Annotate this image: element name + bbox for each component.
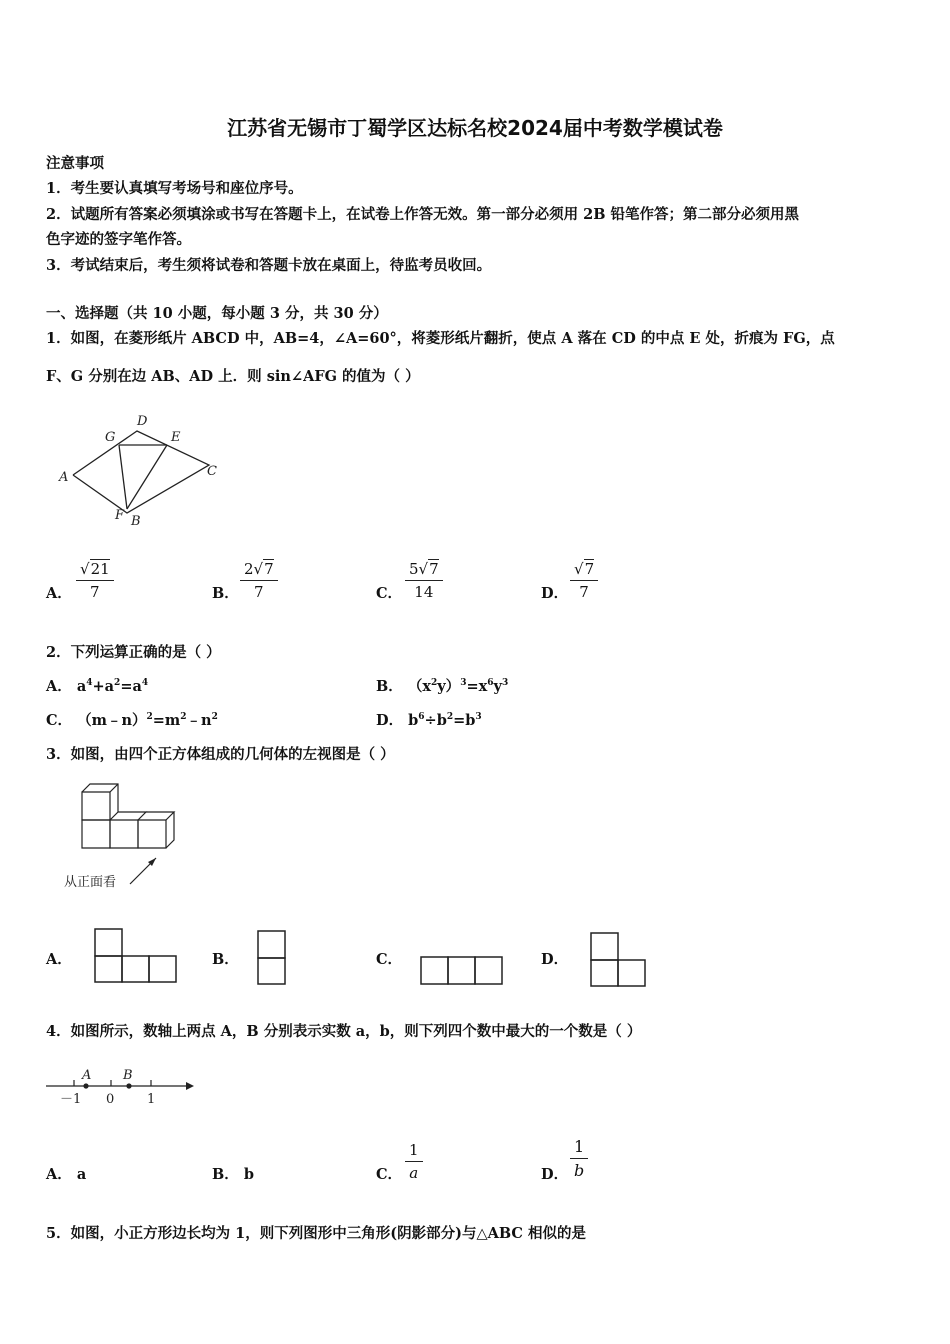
q3-option-a-label: A． <box>46 951 72 968</box>
q1-label-a: A <box>59 470 69 485</box>
section-heading: 一、选择题（共 10 小题，每小题 3 分，共 30 分） <box>46 305 388 322</box>
notice-item-1: 1．考生要认真填写考场号和座位序号。 <box>46 180 303 197</box>
q3-option-c-view <box>418 954 506 988</box>
q5-stem: 5．如图，小正方形边长均为 1，则下列图形中三角形(阴影部分)与△ABC 相似的是 <box>46 1225 586 1242</box>
q4-option-d-fraction <box>570 1137 588 1180</box>
notice-item-3: 3．考试结束后，考生须将试卷和答题卡放在桌面上，待监考员收回。 <box>46 257 492 274</box>
q3-figure-caption: 从正面看 <box>64 875 117 890</box>
q1-option-b-denominator: 7 <box>254 583 264 601</box>
q4-stem: 4．如图所示，数轴上两点 A，B 分别表示实数 a，b，则下列四个数中最大的一个数是（ ） <box>46 1023 642 1040</box>
q4-point-b-label: B <box>123 1068 133 1083</box>
q3-option-d-label: D． <box>541 951 569 968</box>
q4-tick-1: 1 <box>147 1092 156 1107</box>
q4-option-d-numerator: 1 <box>570 1137 588 1159</box>
q4-option-a-value: a <box>76 1166 87 1183</box>
q4-tick-0: 0 <box>106 1092 115 1107</box>
radical-sign-icon: √ <box>253 560 264 578</box>
q1-option-a-label: A． <box>46 585 72 602</box>
radical-sign-icon: √ <box>418 560 429 578</box>
q3-stem: 3．如图，由四个正方体组成的几何体的左视图是（ ） <box>46 746 395 763</box>
q3-cube-figure <box>60 778 190 893</box>
q2-option-c-expression: $(m﹣n)^2=m^2﹣n^2$ <box>77 712 218 729</box>
page-title: 江苏省无锡市丁蜀学区达标名校2024届中考数学模试卷 <box>227 116 723 140</box>
q4-number-line <box>44 1064 204 1109</box>
q1-line-2: F、G 分别在边 AB、AD 上．则 sin∠AFG 的值为（ ） <box>46 368 420 385</box>
q3-option-b-label: B． <box>212 951 239 968</box>
radical-sign-icon: √ <box>80 560 90 578</box>
q1-option-a-radicand: 21 <box>90 560 110 578</box>
q4-option-a <box>46 1163 86 1184</box>
q4-option-b <box>212 1163 254 1184</box>
q2-option-a-expression: $a^4+a^2=a^4$ <box>76 678 149 695</box>
q2-option-c-label: C． <box>46 712 73 729</box>
q1-option-c-coefficient: 5 <box>409 560 419 578</box>
q3-option-b-view <box>255 928 289 988</box>
q4-option-b-value: b <box>243 1166 254 1183</box>
q3-option-c-label: C． <box>376 951 403 968</box>
q1-option-d-fraction <box>570 560 598 601</box>
q1-option-c-denominator: 14 <box>414 583 434 601</box>
radical-sign-icon: √ <box>574 560 584 578</box>
q1-line-1: 1．如图，在菱形纸片 ABCD 中，AB=4，∠A=60°，将菱形纸片翻折，使点 A 落在 CD 的中点 E 处，折痕为 FG，点 <box>46 330 835 347</box>
q4-tick-minus-1: －1 <box>60 1092 82 1107</box>
q4-option-a-label: A． <box>46 1166 72 1183</box>
q2-option-d-label: D． <box>376 712 404 729</box>
q2-option-d-expression: $b^6\div b^2=b^3$ <box>408 712 482 729</box>
q1-option-a-denominator: 7 <box>90 583 100 601</box>
notice-item-2-line-1: 2．试题所有答案必须填涂或书写在答题卡上，在试卷上作答无效。第一部分必须用 2B 铅笔作答；第二部分必须用黑 <box>46 206 800 223</box>
q1-option-d-label: D． <box>541 585 569 602</box>
q1-label-c: C <box>207 464 217 479</box>
q1-option-c-label: C． <box>376 585 403 602</box>
q1-label-d: D <box>137 414 148 429</box>
q4-option-c-denominator: a <box>409 1164 419 1182</box>
notice-heading: 注意事项 <box>46 155 104 172</box>
q2-stem: 2．下列运算正确的是（ ） <box>46 644 221 661</box>
q4-option-c-label: C． <box>376 1166 403 1183</box>
q1-option-d-denominator: 7 <box>579 583 589 601</box>
q2-option-b-expression: $(x^2y)^3=x^6y^3$ <box>407 678 509 695</box>
q1-label-f: F <box>115 508 125 523</box>
q2-option-d <box>376 709 482 730</box>
q2-option-a-label: A． <box>46 678 72 695</box>
q4-option-b-label: B． <box>212 1166 239 1183</box>
q1-label-e: E <box>171 430 181 445</box>
notice-item-2-line-2: 色字迹的签字笔作答。 <box>46 231 191 248</box>
q1-option-b-fraction <box>240 560 278 601</box>
q4-option-d-label: D． <box>541 1166 569 1183</box>
q1-option-c-fraction <box>405 560 443 601</box>
q4-point-a-label: A <box>82 1068 92 1083</box>
q1-rhombus-figure <box>55 405 235 530</box>
q2-option-a <box>46 675 148 696</box>
q4-option-d-denominator: b <box>573 1161 585 1180</box>
q2-option-c <box>46 709 218 730</box>
q4-option-c-fraction <box>405 1141 423 1182</box>
q2-option-b <box>376 675 508 696</box>
q1-option-a-fraction <box>76 560 114 601</box>
q2-option-b-label: B． <box>376 678 403 695</box>
q1-label-g: G <box>105 430 116 445</box>
q1-option-b-radicand: 7 <box>264 560 274 578</box>
q3-option-d-view <box>588 930 650 990</box>
q3-option-a-view <box>92 926 180 986</box>
q1-label-b: B <box>131 514 141 529</box>
q4-option-c-numerator: 1 <box>405 1141 423 1162</box>
q1-option-c-radicand: 7 <box>429 560 439 578</box>
q1-option-d-radicand: 7 <box>584 560 595 578</box>
q1-option-b-coefficient: 2 <box>244 560 254 578</box>
q1-option-b-label: B． <box>212 585 239 602</box>
